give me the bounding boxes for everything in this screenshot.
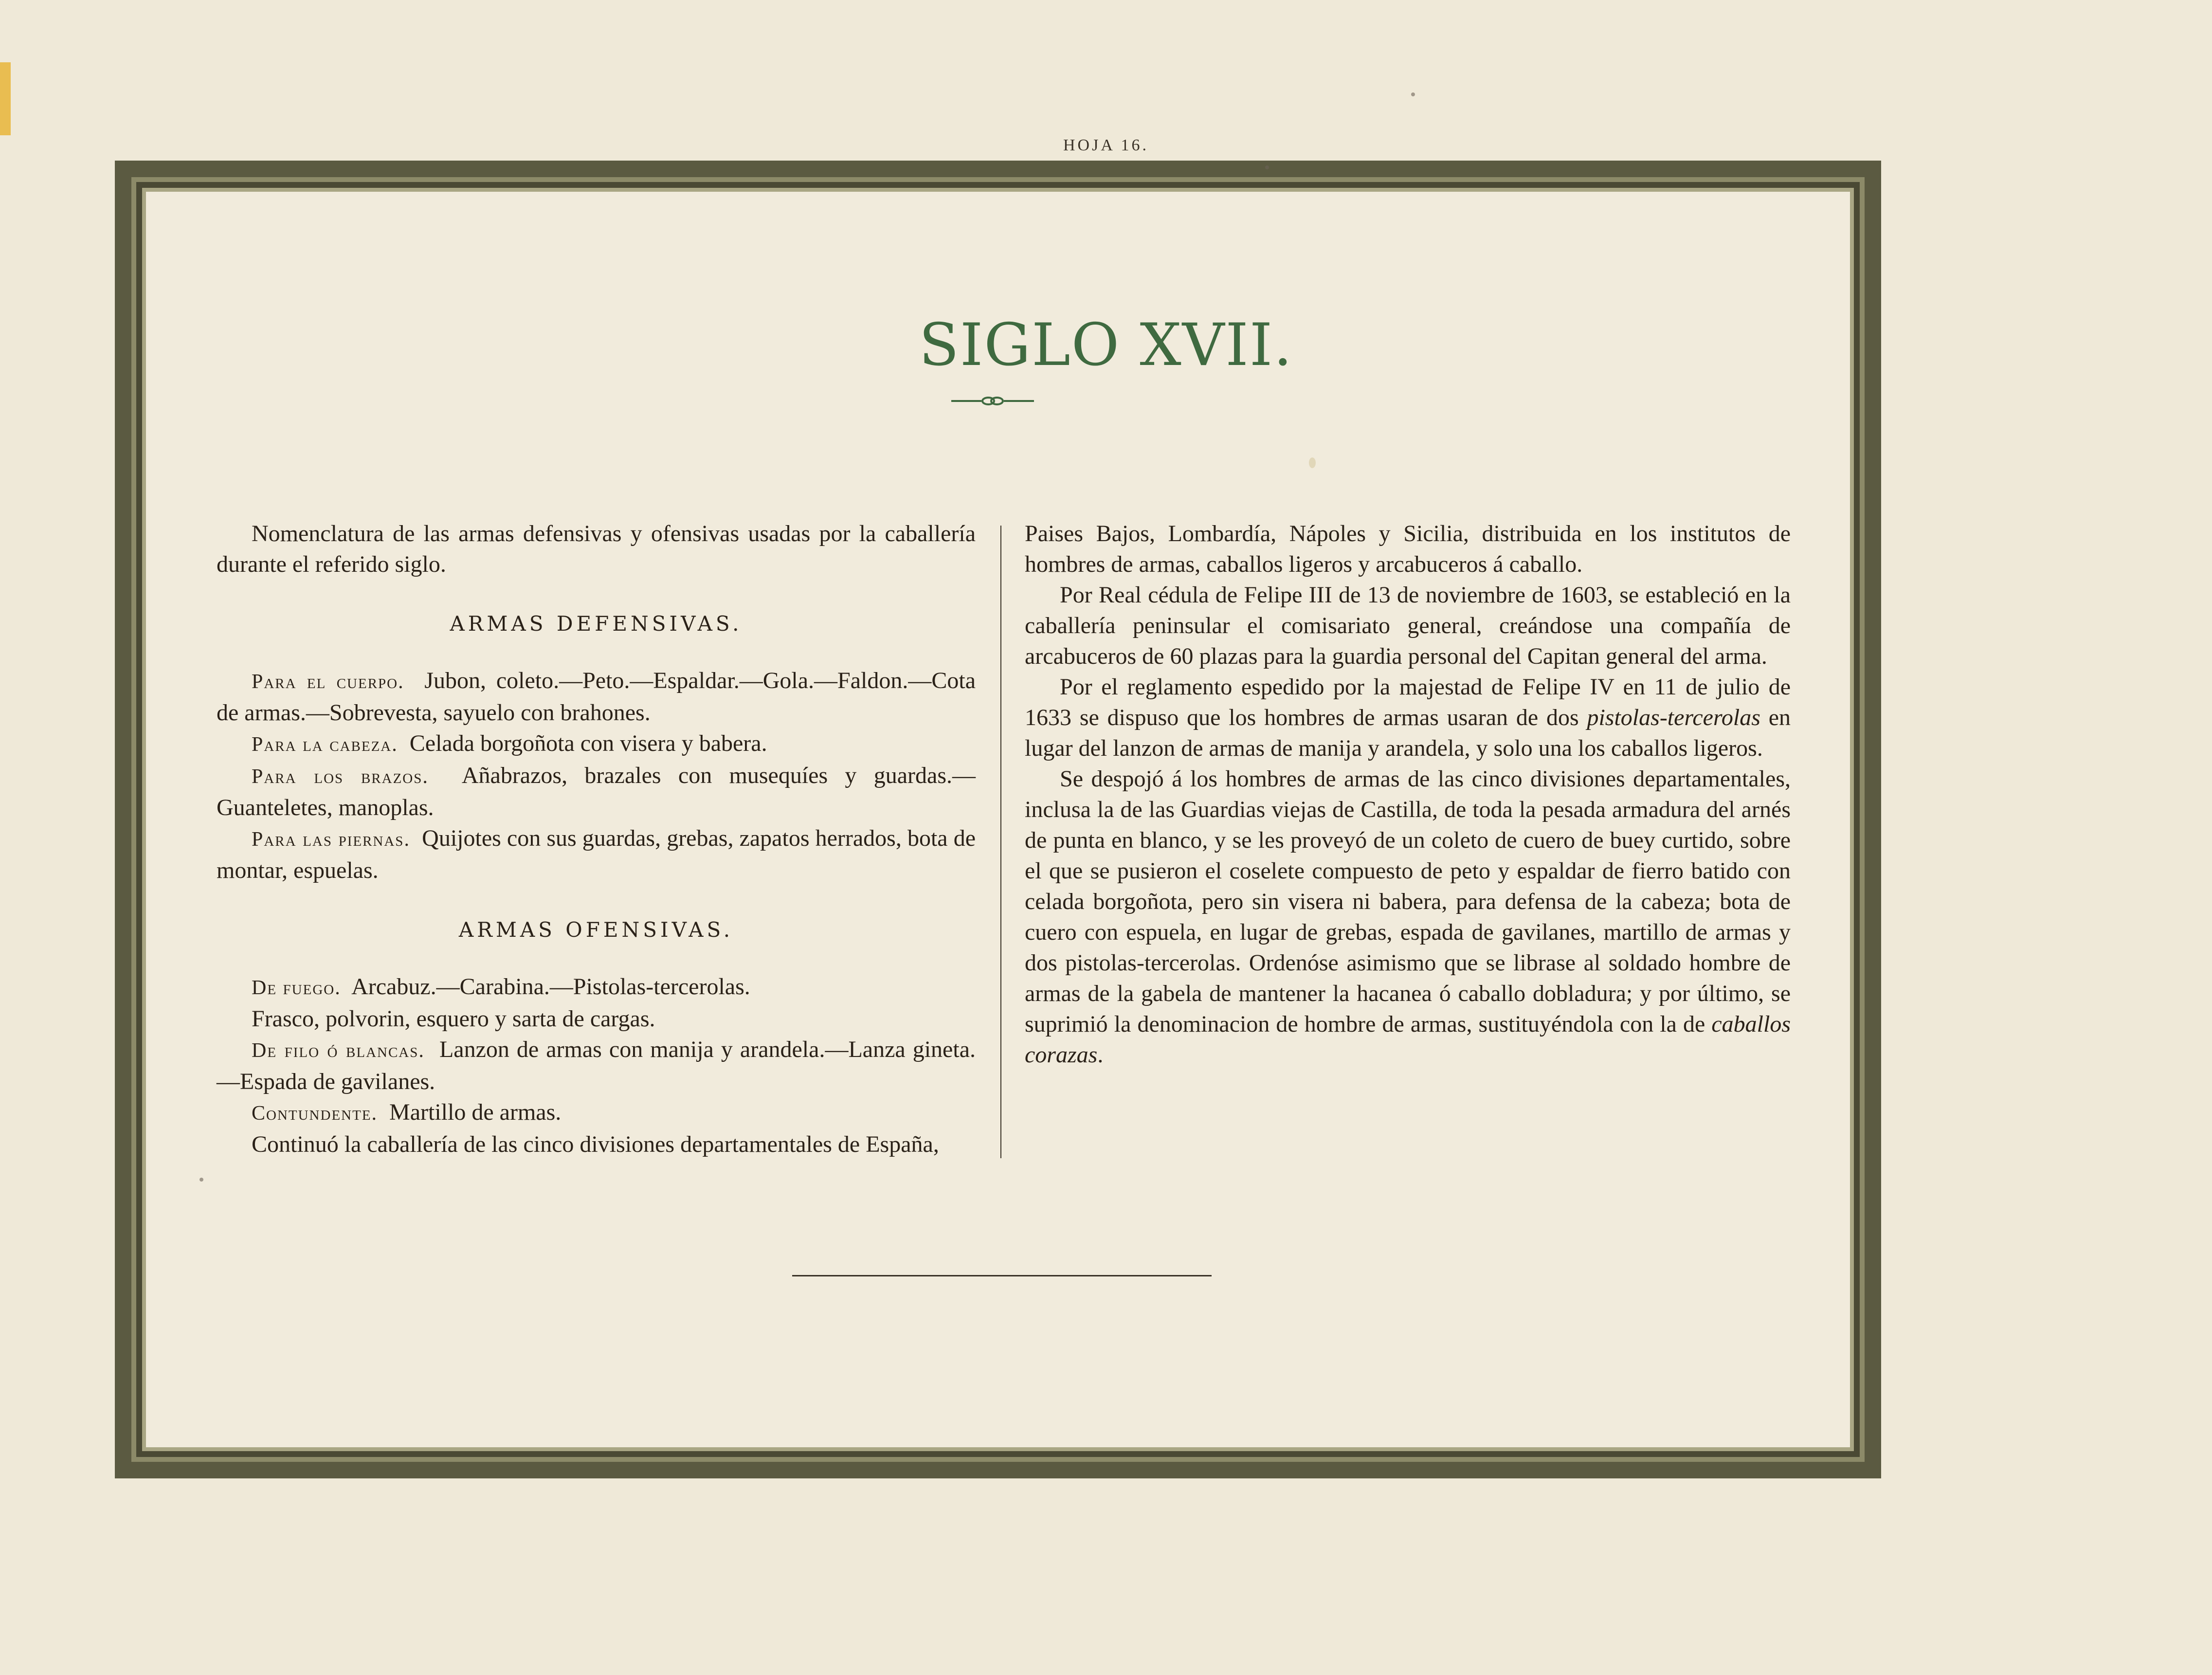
page-tab-mark [0,62,11,135]
defensive-item-label: Para la cabeza. [252,733,398,756]
end-rule [792,1275,1212,1276]
paragraph-continuation: Paises Bajos, Lombardía, Nápoles y Sicilia, distribuida en los institutos de hombres de armas, caballos ligeros y arcabuceros á caballo. [1025,521,1791,577]
defensive-item-text: Quijotes con sus guardas, grebas, zapatos herrados, bota de montar, espuelas. [217,825,976,883]
paragraph-text: en lugar del lanzon de armas de manija y arandela, y solo una los caballos ligeros. [1025,705,1791,761]
page-title: SIGLO XVII. [919,311,1293,379]
paragraph-text: Por el reglamento espedido por la majestad de Felipe IV en 11 de julio de 1633 se dispuso que los hombres de armas usaran de dos [1025,674,1791,730]
offensive-item [217,971,976,1003]
defensive-arms-heading: ARMAS DEFENSIVAS. [450,612,743,636]
defensive-item-label: Para las piernas. [252,828,410,851]
offensive-item-label: De fuego. [252,977,341,999]
closing-paragraph: Continuó la caballería de las cinco divisiones departamentales de España, [252,1131,939,1157]
left-column [217,518,976,1160]
defensive-item-label: Para los brazos. [252,765,429,788]
sheet-label: HOJA 16. [1063,136,1149,154]
offensive-item-text: Martillo de armas. [389,1099,562,1125]
defensive-item-text: Añabrazos, brazales con musequíes y guardas.—Guanteletes, manoplas. [217,763,976,820]
paragraph-reglamento [1025,672,1791,764]
italic-term: pistolas-tercerolas [1587,705,1760,730]
intro-paragraph: Nomenclatura de las armas defensivas y ofensivas usadas por la caballería durante el referido siglo. [217,521,976,577]
offensive-item-text: Lanzon de armas con manija y arandela.—Lanza gineta.—Espada de gavilanes. [217,1037,976,1094]
defensive-item [217,728,976,760]
offensive-item-text: Frasco, polvorin, esquero y sarta de cargas. [252,1006,655,1032]
defensive-item-text: Celada borgoñota con visera y babera. [409,730,767,756]
paper-speck [1309,457,1316,468]
paragraph-text: Se despojó á los hombres de armas de las cinco divisiones departamentales, inclusa la de las Guardias viejas de Castilla, de toda la pesada armadura del arnés de punta en blanco, y se les proveyó de un coleto de cuero de buey curtido, sobre el que se pusieron el coselete compuesto de peto y espaldar de fierro batido con celada borgoñota, pero sin visera ni babera, para defensa de la cabeza; bota de cuero con espuela, en lugar de grebas, espada de gavilanes, martillo de armas y dos pistolas-tercerolas. Ordenóse asimismo que se librase al soldado hombre de armas de la gabela de mantener la hacanea ó caballo dobladura; y por último, se suprimió la denominacion de hombre de armas, sustituyéndola con la de [1025,766,1791,1037]
paper-speck [1265,165,1269,169]
defensive-item [217,665,976,728]
offensive-item [217,1003,976,1034]
paragraph-despojo [1025,764,1791,1070]
paper-speck [1411,92,1415,96]
right-column [1025,518,1791,1070]
offensive-item [217,1097,976,1129]
defensive-item [217,823,976,886]
offensive-item-label: De filo ó blancas. [252,1039,425,1062]
offensive-arms-heading: ARMAS OFENSIVAS. [458,918,734,942]
paper-speck [199,1178,203,1182]
paragraph-text: . [1097,1042,1104,1068]
offensive-item-label: Contundente. [252,1102,378,1125]
offensive-item [217,1034,976,1097]
column-divider [1000,526,1001,1158]
paragraph-real-cedula: Por Real cédula de Felipe III de 13 de noviembre de 1603, se estableció en la caballería peninsular el comisariato general, creándose una compañía de arcabuceros de 60 plazas para la guardia personal del Capitan general del arma. [1025,582,1791,669]
defensive-item-text: Jubon, coleto.—Peto.—Espaldar.—Gola.—Faldon.—Cota de armas.—Sobrevesta, sayuelo con brahones. [217,668,976,726]
offensive-item-text: Arcabuz.—Carabina.—Pistolas-tercerolas. [351,974,750,1000]
flourish-ornament-icon [951,395,1034,407]
italic-term: caballos corazas [1025,1011,1791,1068]
defensive-item [217,760,976,823]
defensive-item-label: Para el cuerpo. [252,671,404,693]
